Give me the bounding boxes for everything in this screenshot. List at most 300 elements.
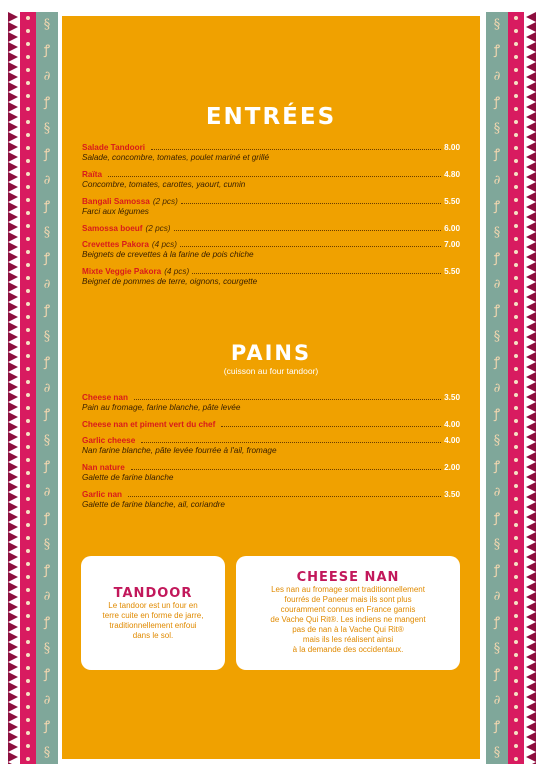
border-dot xyxy=(514,159,518,163)
border-dot xyxy=(514,731,518,735)
item-price: 7.00 xyxy=(444,240,460,249)
border-tooth xyxy=(8,702,18,712)
border-dot xyxy=(26,198,30,202)
paisley-swirl-icon: ꝭ xyxy=(43,199,51,214)
card-text-line: mais ils les réalisent ainsi xyxy=(302,635,394,644)
border-tooth xyxy=(526,202,536,212)
paisley-swirl-icon: § xyxy=(43,433,51,448)
border-tooth xyxy=(526,402,536,412)
paisley-swirl-icon: ꝭ xyxy=(493,563,501,578)
border-tooth xyxy=(526,642,536,652)
menu-item xyxy=(82,435,460,462)
border-dot xyxy=(514,94,518,98)
paisley-swirl-icon: ꝭ xyxy=(43,407,51,422)
border-tooth xyxy=(8,512,18,522)
border-dot xyxy=(514,341,518,345)
border-tooth xyxy=(526,662,536,672)
cheese-nan-info-card xyxy=(236,556,460,670)
border-dot xyxy=(514,328,518,332)
border-tooth xyxy=(526,132,536,142)
card-text-line: fourrés de Paneer mais ils sont plus xyxy=(284,595,412,604)
border-tooth xyxy=(8,302,18,312)
paisley-swirl-icon: ∂ xyxy=(43,277,51,292)
border-tooth xyxy=(8,12,18,22)
border-tooth xyxy=(8,592,18,602)
border-tooth xyxy=(8,172,18,182)
border-dot xyxy=(26,679,30,683)
border-tooth xyxy=(8,182,18,192)
border-dot xyxy=(514,133,518,137)
item-name: Samossa boeuf xyxy=(82,224,143,233)
border-dot xyxy=(514,575,518,579)
card-text-line: dans le sol. xyxy=(132,631,174,640)
border-tooth xyxy=(526,172,536,182)
border-tooth xyxy=(8,132,18,142)
dotted-leader xyxy=(181,203,441,204)
paisley-swirl-icon: ꝭ xyxy=(43,459,51,474)
border-tooth xyxy=(8,552,18,562)
border-tooth xyxy=(8,622,18,632)
border-tooth xyxy=(526,152,536,162)
border-tooth xyxy=(526,102,536,112)
item-count: (4 pcs) xyxy=(164,267,190,276)
paisley-swirl-icon: ꝭ xyxy=(43,147,51,162)
item-price: 5.50 xyxy=(444,197,460,206)
card-text-line: Les nan au fromage sont traditionnellement xyxy=(271,585,425,594)
border-tooth xyxy=(526,282,536,292)
paisley-swirl-icon: ꝭ xyxy=(493,303,501,318)
item-description: Beignet de pommes de terre, oignons, courgette xyxy=(82,277,258,286)
tandoor-info-card xyxy=(81,556,225,670)
border-dot xyxy=(514,107,518,111)
border-dot xyxy=(26,29,30,33)
border-tooth xyxy=(8,492,18,502)
border-tooth xyxy=(526,422,536,432)
border-tooth xyxy=(526,312,536,322)
border-dot xyxy=(26,237,30,241)
border-dot xyxy=(514,354,518,358)
item-price: 4.00 xyxy=(444,420,460,429)
card-text-line: terre cuite en forme de jarre, xyxy=(102,611,204,620)
border-dot xyxy=(514,640,518,644)
menu-item xyxy=(82,462,460,489)
border-dot xyxy=(26,458,30,462)
item-count: (4 pcs) xyxy=(151,240,177,249)
border-tooth xyxy=(526,612,536,622)
paisley-swirl-icon: § xyxy=(43,225,51,240)
paisley-swirl-icon: ∂ xyxy=(43,589,51,604)
border-tooth xyxy=(8,82,18,92)
item-description: Farci aux légumes xyxy=(82,207,149,216)
border-tooth xyxy=(8,142,18,152)
entrees-list xyxy=(82,142,460,293)
border-dot xyxy=(514,666,518,670)
border-tooth xyxy=(8,562,18,572)
border-tooth xyxy=(526,182,536,192)
border-dot xyxy=(514,653,518,657)
border-tooth xyxy=(8,212,18,222)
paisley-swirl-icon: ꝭ xyxy=(43,563,51,578)
border-dot xyxy=(514,679,518,683)
border-dot xyxy=(514,224,518,228)
border-tooth xyxy=(8,382,18,392)
border-tooth xyxy=(526,542,536,552)
border-dot xyxy=(26,510,30,514)
dotted-leader xyxy=(192,273,441,274)
border-tooth xyxy=(8,482,18,492)
item-name: Cheese nan et piment vert du chef xyxy=(82,420,216,429)
paisley-swirl-icon: § xyxy=(493,745,501,760)
border-tooth xyxy=(8,102,18,112)
border-dot xyxy=(514,549,518,553)
border-tooth xyxy=(526,372,536,382)
border-tooth xyxy=(526,232,536,242)
border-dot xyxy=(26,692,30,696)
border-tooth xyxy=(526,302,536,312)
border-tooth xyxy=(8,92,18,102)
border-tooth xyxy=(526,762,536,764)
border-tooth xyxy=(8,532,18,542)
border-dot xyxy=(514,484,518,488)
border-tooth xyxy=(526,362,536,372)
border-dot xyxy=(514,445,518,449)
border-dot xyxy=(26,393,30,397)
pains-title: PAINS xyxy=(230,341,312,365)
border-magenta-band xyxy=(20,12,36,764)
card-text-line: de Vache Qui Rit®. Les indiens ne mangent xyxy=(270,615,426,624)
paisley-swirl-icon: § xyxy=(493,121,501,136)
border-dot xyxy=(26,744,30,748)
border-tooth xyxy=(526,92,536,102)
border-dot xyxy=(514,380,518,384)
border-tooth xyxy=(8,722,18,732)
border-tooth xyxy=(526,452,536,462)
border-tooth xyxy=(8,72,18,82)
item-name: Mixte Veggie Pakora xyxy=(82,267,162,276)
border-tooth xyxy=(526,732,536,742)
border-dot xyxy=(26,42,30,46)
border-tooth xyxy=(8,322,18,332)
border-dot xyxy=(26,562,30,566)
paisley-swirl-icon: § xyxy=(493,433,501,448)
border-dot xyxy=(514,211,518,215)
paisley-swirl-icon: § xyxy=(43,121,51,136)
border-dot xyxy=(26,263,30,267)
dotted-leader xyxy=(141,442,441,443)
border-dot xyxy=(26,523,30,527)
item-price: 6.00 xyxy=(444,224,460,233)
paisley-swirl-icon: ꝭ xyxy=(493,95,501,110)
border-dot xyxy=(514,614,518,618)
border-tooth xyxy=(8,122,18,132)
border-tooth xyxy=(526,122,536,132)
card-text-line: traditionnellement enfoui xyxy=(109,621,197,630)
border-dot xyxy=(26,536,30,540)
paisley-swirl-icon: § xyxy=(43,641,51,656)
paisley-swirl-icon: ∂ xyxy=(43,69,51,84)
border-dot xyxy=(514,406,518,410)
border-tooth xyxy=(8,342,18,352)
border-tooth xyxy=(8,662,18,672)
border-tooth xyxy=(526,342,536,352)
card-text-line: à la demande des occidentaux. xyxy=(292,645,404,654)
border-tooth xyxy=(8,242,18,252)
border-tooth xyxy=(526,712,536,722)
border-tooth xyxy=(8,732,18,742)
border-dot xyxy=(514,16,518,20)
border-dot xyxy=(26,705,30,709)
dotted-leader xyxy=(221,426,441,427)
dotted-leader xyxy=(131,469,441,470)
border-tooth xyxy=(526,42,536,52)
border-dot xyxy=(26,341,30,345)
border-tooth xyxy=(8,152,18,162)
paisley-swirl-icon: § xyxy=(43,329,51,344)
paisley-swirl-icon: ꝭ xyxy=(43,43,51,58)
border-tooth xyxy=(526,72,536,82)
border-tooth xyxy=(8,272,18,282)
border-tooth xyxy=(526,492,536,502)
border-tooth xyxy=(526,112,536,122)
item-description: Galette de farine blanche, ail, coriandre xyxy=(82,500,225,509)
border-tooth xyxy=(8,392,18,402)
item-price: 4.00 xyxy=(444,436,460,445)
paisley-swirl-icon: ꝭ xyxy=(493,251,501,266)
border-tooth xyxy=(526,382,536,392)
paisley-swirl-icon: § xyxy=(43,537,51,552)
paisley-swirl-icon: ꝭ xyxy=(43,719,51,734)
paisley-swirl-icon: ꝭ xyxy=(43,355,51,370)
paisley-swirl-icon: ∂ xyxy=(493,277,501,292)
border-tooth xyxy=(526,432,536,442)
border-tooth xyxy=(526,292,536,302)
item-count: (2 pcs) xyxy=(145,224,171,233)
border-dot xyxy=(514,601,518,605)
border-tooth xyxy=(526,742,536,752)
border-tooth xyxy=(8,572,18,582)
item-price: 3.50 xyxy=(444,393,460,402)
menu-item xyxy=(82,196,460,223)
border-dot xyxy=(26,289,30,293)
border-dot xyxy=(26,549,30,553)
border-dot xyxy=(26,224,30,228)
border-dot xyxy=(26,471,30,475)
border-dot xyxy=(26,757,30,761)
border-tooth xyxy=(526,692,536,702)
paisley-swirl-icon: ꝭ xyxy=(43,251,51,266)
border-tooth xyxy=(526,472,536,482)
border-tooth xyxy=(8,332,18,342)
left-decorative-border xyxy=(8,12,62,764)
border-dot xyxy=(26,640,30,644)
paisley-swirl-icon: ꝭ xyxy=(493,407,501,422)
border-dot xyxy=(514,757,518,761)
border-tooth xyxy=(8,582,18,592)
border-dot xyxy=(26,172,30,176)
border-dot xyxy=(514,172,518,176)
item-name: Nan nature xyxy=(82,463,125,472)
border-tooth xyxy=(8,62,18,72)
dotted-leader xyxy=(128,496,441,497)
border-dot xyxy=(514,471,518,475)
border-dot xyxy=(26,107,30,111)
dotted-leader xyxy=(151,149,441,150)
border-dot xyxy=(26,68,30,72)
border-tooth xyxy=(526,32,536,42)
border-dot xyxy=(26,575,30,579)
border-dot xyxy=(26,445,30,449)
border-tooth xyxy=(8,762,18,764)
card-text-line: pas de nan à la Vache Qui Rit® xyxy=(292,625,404,634)
border-tooth xyxy=(8,432,18,442)
border-tooth xyxy=(8,672,18,682)
border-dot xyxy=(514,432,518,436)
border-dot xyxy=(26,380,30,384)
border-tooth xyxy=(526,562,536,572)
menu-item xyxy=(82,489,460,516)
border-tooth xyxy=(526,62,536,72)
border-dot xyxy=(514,536,518,540)
border-dot xyxy=(26,328,30,332)
border-dot xyxy=(26,146,30,150)
paisley-swirl-icon: ∂ xyxy=(43,381,51,396)
border-tooth xyxy=(526,352,536,362)
dotted-leader xyxy=(134,399,441,400)
border-dot xyxy=(26,185,30,189)
item-name: Cheese nan xyxy=(82,393,128,402)
border-dot xyxy=(514,562,518,566)
border-tooth xyxy=(8,252,18,262)
border-tooth xyxy=(8,112,18,122)
border-dot xyxy=(514,692,518,696)
dotted-leader xyxy=(174,230,442,231)
paisley-swirl-icon: ꝭ xyxy=(43,615,51,630)
border-tooth xyxy=(526,552,536,562)
paisley-swirl-icon: ꝭ xyxy=(43,95,51,110)
border-dot xyxy=(26,81,30,85)
border-tooth xyxy=(8,192,18,202)
paisley-swirl-icon: § xyxy=(493,225,501,240)
item-count: (2 pcs) xyxy=(152,197,178,206)
border-tooth xyxy=(8,32,18,42)
border-dot xyxy=(514,263,518,267)
pains-list xyxy=(82,392,460,516)
paisley-swirl-icon: ∂ xyxy=(493,485,501,500)
border-tooth xyxy=(8,542,18,552)
border-tooth xyxy=(526,652,536,662)
border-tooth xyxy=(8,422,18,432)
border-tooth xyxy=(526,602,536,612)
item-description: Beignets de crevettes à la farine de pois chiche xyxy=(82,250,254,259)
border-tooth xyxy=(8,42,18,52)
border-tooth xyxy=(526,22,536,32)
border-dot xyxy=(514,146,518,150)
menu-item xyxy=(82,266,460,293)
border-tooth xyxy=(8,502,18,512)
border-dot xyxy=(26,16,30,20)
border-tooth xyxy=(8,692,18,702)
item-name: Crevettes Pakora xyxy=(82,240,149,249)
paisley-swirl-icon: ꝭ xyxy=(493,615,501,630)
border-dot xyxy=(514,744,518,748)
border-dot xyxy=(26,601,30,605)
border-dot xyxy=(26,653,30,657)
border-tooth xyxy=(526,392,536,402)
paisley-swirl-icon: ∂ xyxy=(493,693,501,708)
menu-item xyxy=(82,419,460,435)
border-tooth xyxy=(8,682,18,692)
paisley-swirl-icon: ꝭ xyxy=(43,303,51,318)
border-tooth xyxy=(526,142,536,152)
border-dot xyxy=(514,458,518,462)
border-tooth xyxy=(8,372,18,382)
border-tooth xyxy=(526,412,536,422)
item-name: Garlic cheese xyxy=(82,436,136,445)
card-title: TANDOOR xyxy=(113,586,193,601)
border-tooth xyxy=(8,52,18,62)
paisley-swirl-icon: ∂ xyxy=(493,381,501,396)
border-tooth xyxy=(8,362,18,372)
border-tooth xyxy=(526,252,536,262)
border-tooth xyxy=(8,312,18,322)
paisley-swirl-icon: ∂ xyxy=(43,485,51,500)
border-tooth xyxy=(8,282,18,292)
border-tooth xyxy=(526,722,536,732)
card-title: CHEESE NAN xyxy=(296,570,400,585)
border-dot xyxy=(514,393,518,397)
border-magenta-band xyxy=(508,12,524,764)
paisley-swirl-icon: ꝭ xyxy=(493,511,501,526)
item-name: Raïta xyxy=(82,170,103,179)
border-dot xyxy=(514,120,518,124)
border-tooth xyxy=(8,162,18,172)
menu-item xyxy=(82,142,460,169)
border-dot xyxy=(26,718,30,722)
entrees-title: ENTRÉES xyxy=(205,104,337,130)
border-tooth xyxy=(8,262,18,272)
item-price: 5.50 xyxy=(444,267,460,276)
border-tooth xyxy=(526,242,536,252)
border-tooth xyxy=(8,352,18,362)
border-tooth xyxy=(526,682,536,692)
border-dot xyxy=(514,250,518,254)
border-tooth xyxy=(8,222,18,232)
border-dot xyxy=(514,315,518,319)
item-description: Concombre, tomates, carottes, yaourt, cumin xyxy=(82,180,246,189)
border-tooth xyxy=(526,332,536,342)
border-tooth xyxy=(526,572,536,582)
border-tooth xyxy=(8,752,18,762)
border-tooth xyxy=(8,292,18,302)
border-dot xyxy=(26,588,30,592)
paisley-swirl-icon: § xyxy=(493,641,501,656)
border-tooth xyxy=(526,442,536,452)
border-tooth xyxy=(8,712,18,722)
border-tooth xyxy=(526,512,536,522)
dotted-leader xyxy=(180,246,441,247)
border-dot xyxy=(26,497,30,501)
border-tooth xyxy=(526,212,536,222)
item-price: 3.50 xyxy=(444,490,460,499)
paisley-swirl-icon: § xyxy=(43,17,51,32)
border-dot xyxy=(26,406,30,410)
border-dot xyxy=(26,250,30,254)
border-dot xyxy=(514,42,518,46)
border-dot xyxy=(514,627,518,631)
border-tooth xyxy=(526,262,536,272)
border-dot xyxy=(514,497,518,501)
border-tooth xyxy=(526,702,536,712)
